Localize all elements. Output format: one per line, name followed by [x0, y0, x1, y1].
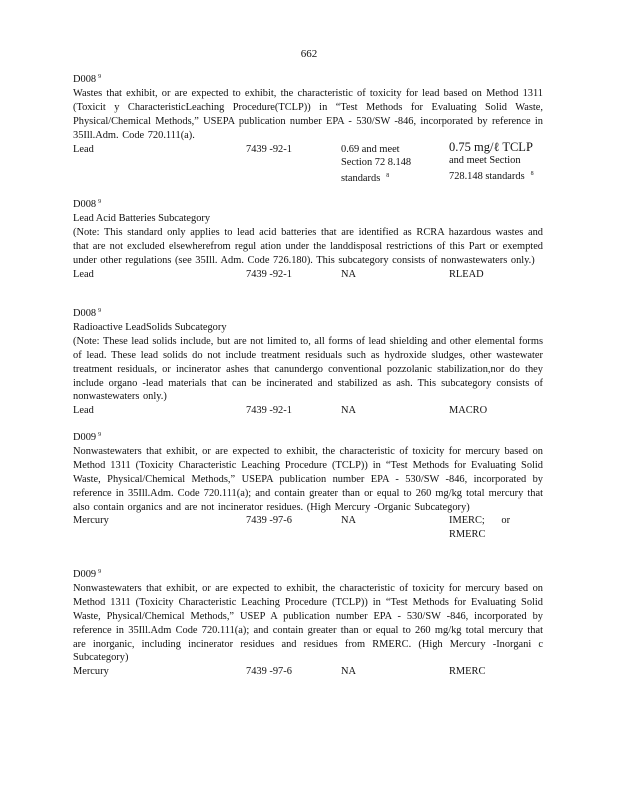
subcategory-title: Radioactive LeadSolids Subcategory [73, 321, 227, 333]
waste-code [73, 566, 543, 582]
footnote-marker: 9 [98, 432, 102, 438]
waste-code [73, 429, 543, 445]
waste-entry-d008-lead-acid-batteries [73, 196, 543, 281]
footnote-marker: 9 [98, 199, 102, 205]
waste-description: Nonwastewaters that exhibit, or are expected to exhibit, the characteristic of toxicity for mercury based on Method 1311 (Toxicity Characteristic Leaching Procedure (TCLP)) in “Test Methods for Evaluating Solid Waste, Physical/Chemical Methods,” USEPA publication number EPA - 530/SW -846, incorporated by reference in 35Ill.Adm. Code 720.111(a); and contain greater than or equal to 260 mg/kg total mercury that also contain organics and are not incinerator residues. (High Mercury -Organic Subcategory) [73, 445, 543, 513]
constituent-row [73, 514, 543, 542]
nonwastewater-standard [449, 514, 549, 542]
subcategory-title: Lead Acid Batteries Subcategory [73, 212, 211, 224]
nonwastewater-standard: MACRO [449, 405, 488, 417]
waste-code [73, 71, 543, 87]
nonwastewater-line-2: and meet Section [449, 155, 521, 167]
constituent-name: Lead [73, 268, 94, 280]
cas-number: 7439 -92-1 [246, 143, 292, 155]
nonwastewater-line-1: 0.75 mg/ℓ TCLP [449, 139, 533, 154]
wastewater-standard [341, 143, 421, 187]
waste-code-label: D008 [73, 308, 97, 319]
waste-entry-d009-high-mercury-organic [73, 429, 543, 542]
wastewater-standard: NA [341, 268, 357, 280]
waste-description: Wastes that exhibit, or are expected to exhibit, the characteristic of toxicity for lead based on Method 1311 (Toxicit y CharacteristicLeaching Procedure(TCLP)) in “Test Methods for Evaluating Solid Waste, Physical/Chemical Methods,” USEPA publication number EPA - 530/SW -846, incorporated by reference in 35Ill.Adm. Code 720.111(a). [73, 87, 543, 141]
cas-number: 7439 -97-6 [246, 666, 292, 678]
waste-code [73, 196, 543, 212]
footnote-marker: 8 [530, 171, 534, 178]
wastewater-line-1: 0.69 and meet [341, 143, 400, 155]
waste-description: Nonwastewaters that exhibit, or are expected to exhibit, the characteristic of toxicity for mercury based on Method 1311 (Toxicity Characteristic Leaching Procedure (TCLP)) in “Test Methods for Evaluating Solid Waste, Physical/Chemical Methods,” USEP A publication number EPA - 530/SW -846, incorporated by reference in 35Ill.Adm Code 720.111(a); and contain greater than or equal to 260 mg/kg total mercury that are inorganic, including incinerator residues and residues from RMERC. (High Mercury -Inorgani c Subcategory) [73, 582, 543, 664]
cas-number: 7439 -97-6 [246, 515, 292, 527]
footnote-marker: 8 [386, 173, 390, 180]
cas-number: 7439 -92-1 [246, 405, 292, 417]
wastewater-line-3-text: standards [341, 173, 381, 185]
waste-code-label: D009 [73, 432, 97, 443]
nonwastewater-standard: RMERC [449, 666, 486, 678]
footnote-marker: 9 [98, 74, 102, 80]
constituent-name: Mercury [73, 666, 109, 678]
constituent-row [73, 139, 543, 185]
constituent-row [73, 665, 543, 679]
waste-entry-d008-radioactive-lead-solids [73, 305, 543, 418]
constituent-name: Lead [73, 405, 94, 417]
waste-code [73, 305, 543, 321]
waste-description: (Note: These lead solids include, but are not limited to, all forms of lead shielding and other elemental forms of lead. These lead solids do not include treatment residuals such as hydroxide sludges, other wastewater treatment residuals, or incinerator ashes that canundergo conventional pozzolanic stabilization,nor do they include organo -lead materials that can be incinerated and stabilized as ash. This subcategory consists of nonwastewaters only.) [73, 335, 543, 403]
nonwastewater-line-1: IMERC; or [449, 515, 511, 527]
waste-code-label: D009 [73, 569, 97, 580]
wastewater-standard: NA [341, 666, 357, 678]
constituent-row [73, 404, 543, 418]
constituent-name: Lead [73, 143, 94, 155]
waste-entry-d008-lead [73, 71, 543, 185]
constituent-row [73, 268, 543, 282]
waste-code-label: D008 [73, 74, 97, 85]
footnote-marker: 9 [98, 308, 102, 314]
constituent-name: Mercury [73, 515, 109, 527]
nonwastewater-standard: RLEAD [449, 268, 484, 280]
wastewater-line-2: Section 72 8.148 [341, 157, 412, 169]
page-number: 662 [300, 48, 318, 60]
waste-code-label: D008 [73, 199, 97, 210]
footnote-marker: 9 [98, 569, 102, 575]
cas-number: 7439 -92-1 [246, 268, 292, 280]
waste-description: (Note: This standard only applies to lead acid batteries that are identified as RCRA hazardous wastes and that are not excluded elsewherefrom regul ation under the landdisposal restrictions of this Part or exempted under other regulations (see 35Ill. Adm. Code 726.180). This subcategory consists of nonwastewaters only.) [73, 226, 543, 266]
waste-entry-d009-high-mercury-inorganic [73, 566, 543, 679]
nonwastewater-standard [449, 141, 549, 185]
wastewater-standard: NA [341, 405, 357, 417]
nonwastewater-line-3-text: 728.148 standards [449, 171, 525, 183]
wastewater-standard: NA [341, 515, 357, 527]
wastewater-line-3 [341, 170, 421, 186]
nonwastewater-line-3 [449, 168, 549, 184]
nonwastewater-line-2: RMERC [449, 529, 486, 541]
